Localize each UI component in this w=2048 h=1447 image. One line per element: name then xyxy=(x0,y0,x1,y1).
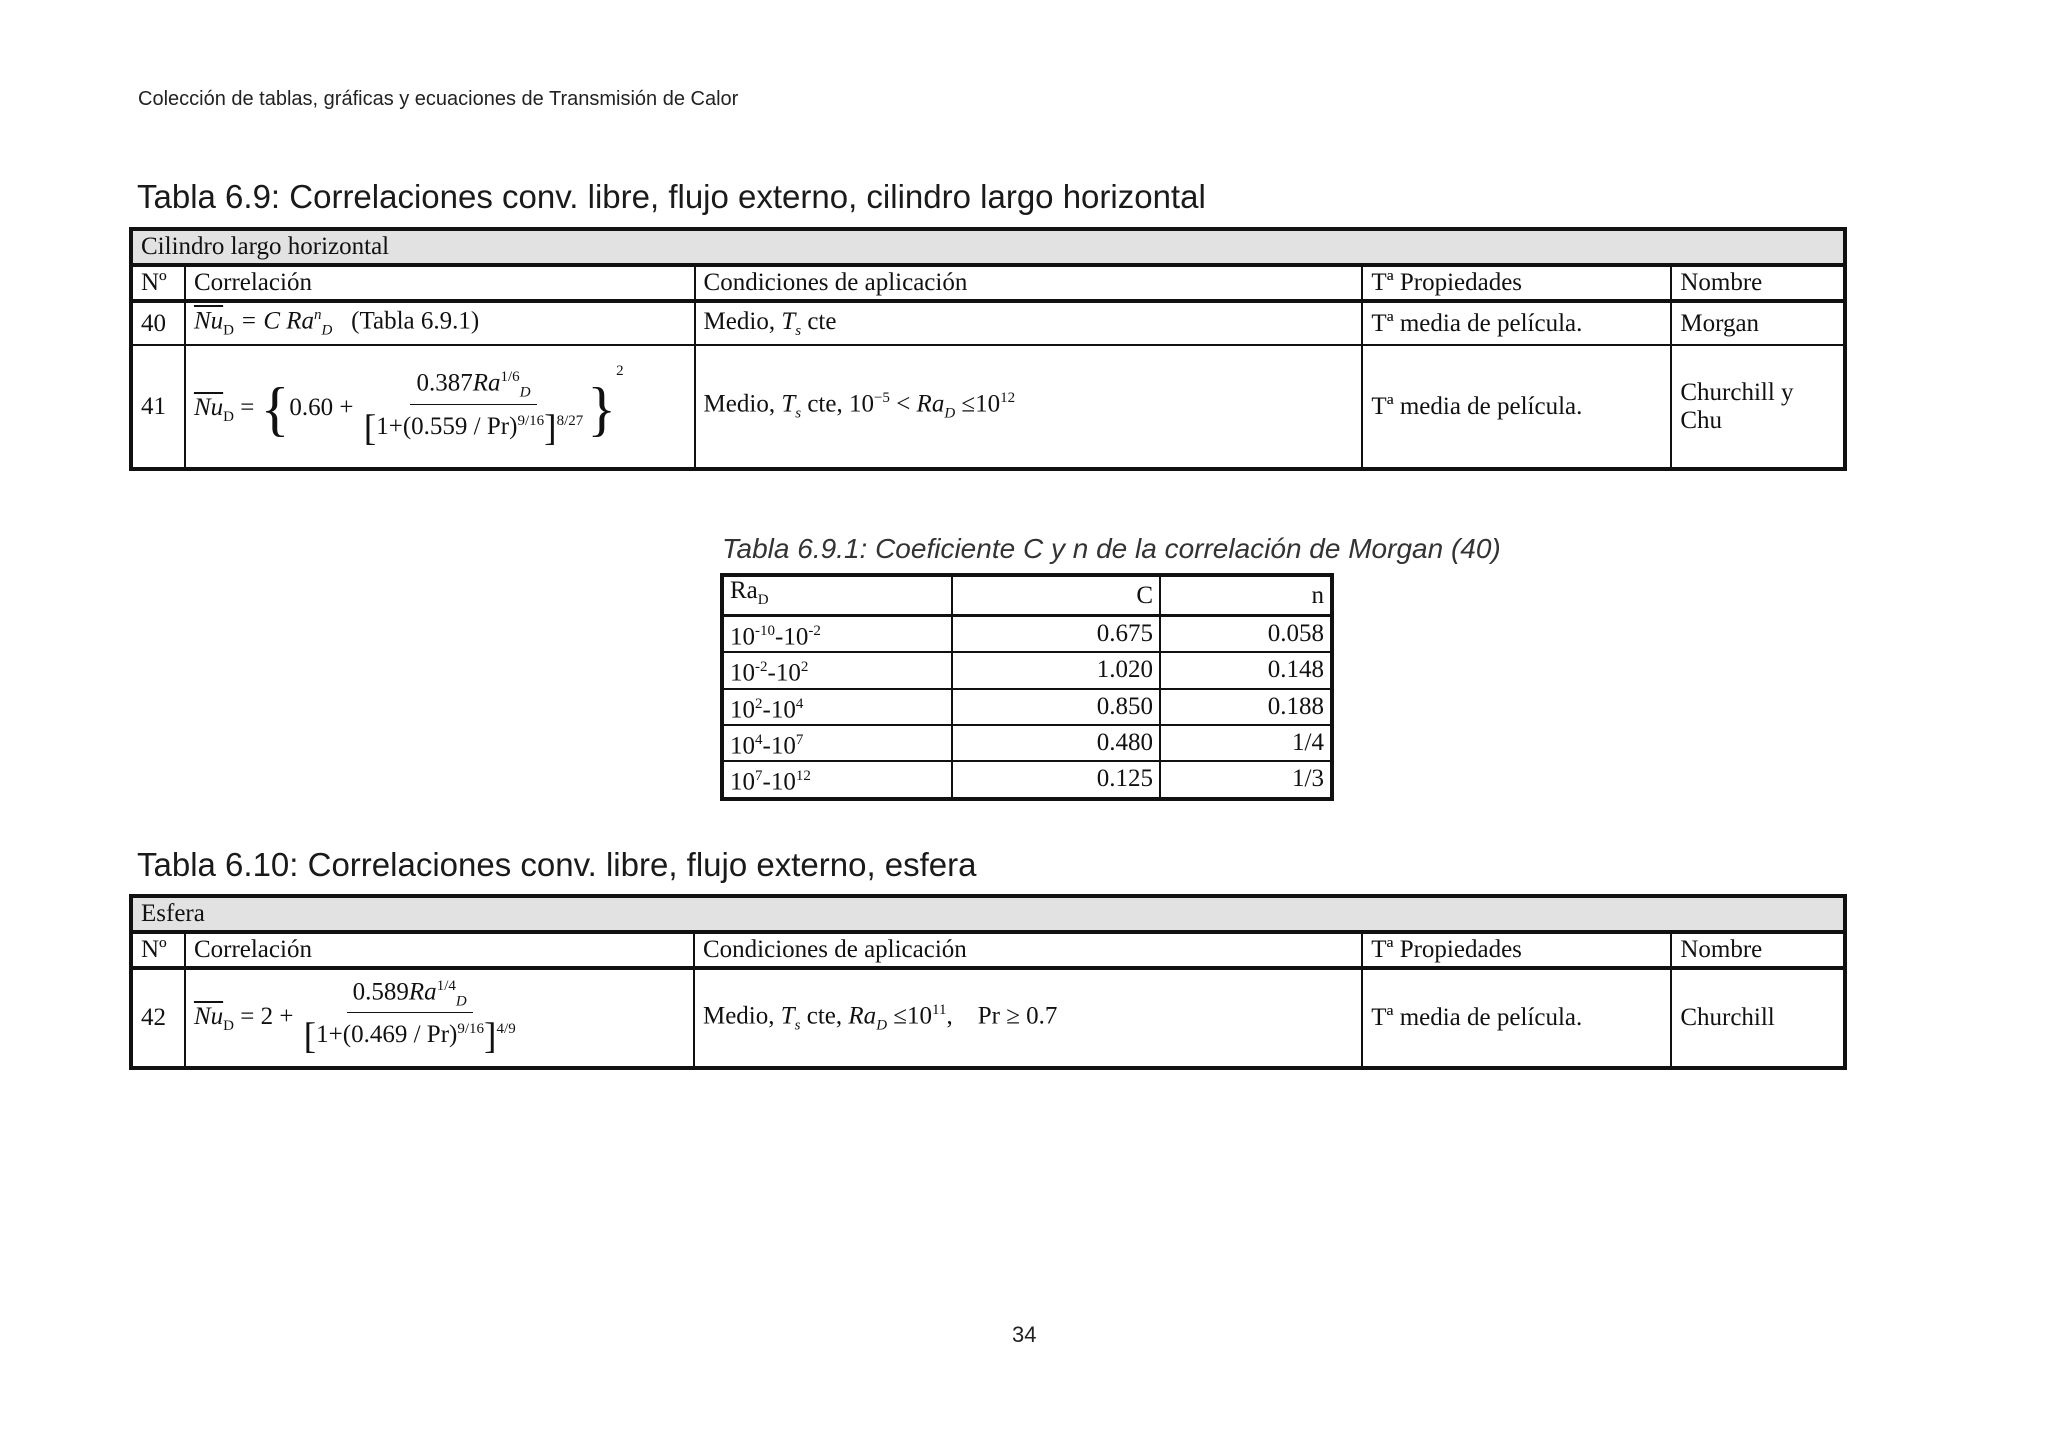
table-6-10-caption: Tabla 6.10: Correlaciones conv. libre, flujo externo, esfera xyxy=(137,846,977,883)
table-row xyxy=(131,301,1845,345)
n-value: 0.188 xyxy=(1160,689,1332,725)
col-header-no: Nº xyxy=(131,265,185,301)
page-number: 34 xyxy=(1012,1322,1037,1347)
table-6-9-caption: Tabla 6.9: Correlaciones conv. libre, flujo externo, cilindro largo horizontal xyxy=(137,178,1206,215)
ra-range: $10^{-2}-10^2$ xyxy=(722,652,952,688)
col-header-name: Nombre xyxy=(1671,932,1845,968)
running-header: Colección de tablas, gráficas y ecuaciones de Transmisión de Calor xyxy=(138,88,739,110)
table-group-label: Esfera xyxy=(131,896,1845,932)
col-header-name: Nombre xyxy=(1671,265,1845,301)
table-header-row xyxy=(131,932,1845,968)
correlation-formula: $\overline{Nu}_D = C$ $Ra^n_D$ (Tabla 6.9.1) xyxy=(185,301,695,345)
table-6-9-1 xyxy=(720,573,1334,801)
n-value: 1/3 xyxy=(1160,761,1332,798)
correlation-formula: $\overline{Nu}_D = \{0.60$ + $\frac{0.387Ra^{1/6}_D}{[1+(0.559 / Pr)^{9/16}]^{8/27}}$ }$^2$ xyxy=(185,345,695,469)
table-row xyxy=(722,725,1332,761)
ra-range: $10^4-10^7$ xyxy=(722,725,952,761)
ra-range: $10^7-10^{12}$ xyxy=(722,761,952,798)
application-conditions: Medio, $T_s$ cte, $10^{-5} < Ra_D \le 10^{12}$ xyxy=(695,345,1363,469)
row-number: 40 xyxy=(131,301,185,345)
row-number: 42 xyxy=(131,968,185,1068)
table-row xyxy=(131,345,1845,469)
correlation-formula: $\overline{Nu}_D = 2$ + $\frac{0.589Ra^{1/4}_D}{[1+(0.469 / Pr)^{9/16}]^{4/9}}$ xyxy=(185,968,694,1068)
table-row xyxy=(131,968,1845,1068)
correlation-name: Churchill xyxy=(1671,968,1845,1068)
property-temperature: Tª media de película. xyxy=(1362,968,1671,1068)
n-value: 0.148 xyxy=(1160,652,1332,688)
c-value: 0.675 xyxy=(952,616,1160,653)
table-row xyxy=(722,761,1332,798)
col-header-ra: $Ra_D$ xyxy=(722,575,952,616)
ra-range: $10^{-10}-10^{-2}$ xyxy=(722,616,952,653)
table-header-row xyxy=(722,575,1332,616)
table-row xyxy=(722,652,1332,688)
col-header-c: C xyxy=(952,575,1160,616)
col-header-n: n xyxy=(1160,575,1332,616)
table-row xyxy=(722,616,1332,653)
correlation-name: Churchill y Chu xyxy=(1671,345,1845,469)
table-6-10 xyxy=(129,894,1847,1070)
n-value: 0.058 xyxy=(1160,616,1332,653)
c-value: 0.125 xyxy=(952,761,1160,798)
application-conditions: Medio, $T_s$ cte, $Ra_D \le 10^{11}$, Pr ≥ 0.7 xyxy=(694,968,1362,1068)
col-header-conditions: Condiciones de aplicación xyxy=(695,265,1363,301)
property-temperature: Tª media de película. xyxy=(1362,301,1671,345)
col-header-correlation: Correlación xyxy=(185,932,694,968)
col-header-conditions: Condiciones de aplicación xyxy=(694,932,1362,968)
col-header-no: Nº xyxy=(131,932,185,968)
c-value: 0.480 xyxy=(952,725,1160,761)
col-header-correlation: Correlación xyxy=(185,265,695,301)
application-conditions: Medio, $T_s$ cte xyxy=(695,301,1363,345)
property-temperature: Tª media de película. xyxy=(1362,345,1671,469)
col-header-properties: Tª Propiedades xyxy=(1362,932,1671,968)
n-value: 1/4 xyxy=(1160,725,1332,761)
table-header-row xyxy=(131,265,1845,301)
ra-range: $10^2-10^4$ xyxy=(722,689,952,725)
col-header-properties: Tª Propiedades xyxy=(1362,265,1671,301)
table-group-label: Cilindro largo horizontal xyxy=(131,229,1845,265)
table-6-9-1-caption: Tabla 6.9.1: Coeficiente C y n de la correlación de Morgan (40) xyxy=(722,533,1501,564)
c-value: 0.850 xyxy=(952,689,1160,725)
correlation-name: Morgan xyxy=(1671,301,1845,345)
row-number: 41 xyxy=(131,345,185,469)
table-6-9 xyxy=(129,227,1847,471)
table-row xyxy=(722,689,1332,725)
c-value: 1.020 xyxy=(952,652,1160,688)
